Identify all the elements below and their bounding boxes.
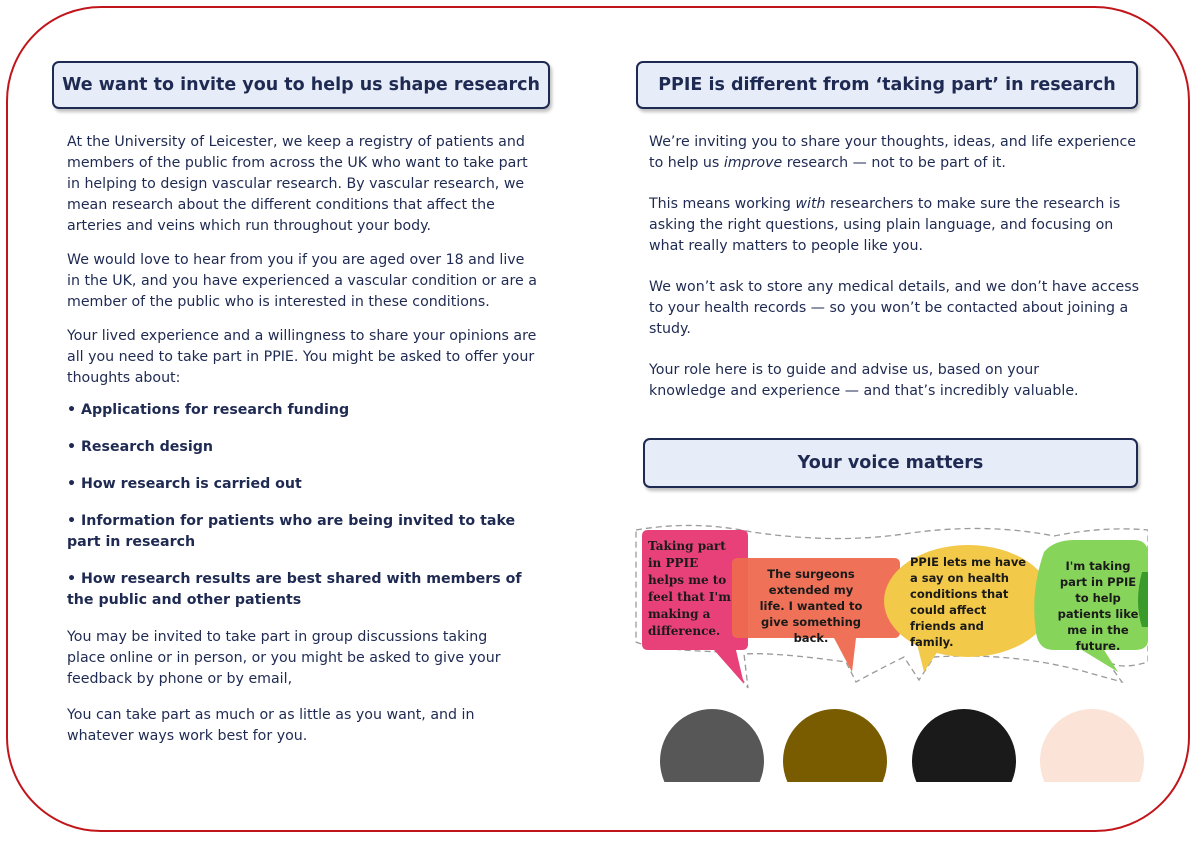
avatar	[660, 709, 764, 782]
right-paragraph-1-text-b: research — not to be part of it.	[782, 155, 1006, 171]
right-paragraph-3: We won’t ask to store any medical details, and we don’t have access to your health records — so you won’t be contacted about joining a study.	[649, 279, 1140, 337]
left-heading: We want to invite you to help us shape research	[52, 61, 550, 109]
speech-bubbles	[634, 522, 1148, 697]
bullet-item: • Research design	[67, 439, 213, 455]
bullet-item: • Applications for research funding	[67, 402, 350, 418]
emphasis-with: with	[795, 196, 826, 212]
left-paragraph-1: At the University of Leicester, we keep a registry of patients and members of the public from across the UK who want to take part in helping to design vascular research. By vascular research, we mean research about the different conditions that affect the arteries and veins which run throughout your body.	[67, 134, 528, 234]
left-paragraph-5: You can take part as much or as little as you want, and in whatever ways work best for you.	[67, 707, 475, 744]
bullet-item: • Information for patients who are being invited to take part in research	[67, 513, 516, 550]
right-paragraph-1-text-a: We’re inviting you to share your thoughts, ideas, and life experience to help us	[649, 134, 1136, 171]
left-column	[67, 132, 537, 747]
right-paragraph-1	[649, 132, 1141, 174]
left-paragraph-2: We would love to hear from you if you are aged over 18 and live in the UK, and you have experienced a vascular condition or are a member of the public who is interested in these conditions.	[67, 252, 537, 310]
bubble-yellow-text: PPIE lets me have a say on health conditions that could affect friends and family.	[910, 555, 1027, 649]
right-column	[649, 132, 1141, 402]
right-paragraph-2-text-a: This means working	[649, 196, 796, 212]
bubble-orange-text: The surgeons extended my life. I wanted to give something back.	[759, 567, 863, 645]
avatar	[783, 709, 887, 782]
voice-heading: Your voice matters	[643, 438, 1138, 488]
right-paragraph-2	[649, 194, 1141, 257]
avatar	[1040, 709, 1144, 782]
emphasis-improve: improve	[723, 155, 783, 171]
avatar	[912, 709, 1016, 782]
right-heading: PPIE is different from ‘taking part’ in research	[636, 61, 1138, 109]
right-paragraph-4: Your role here is to guide and advise us, based on your knowledge and experience — and that’s incredibly valuable.	[649, 362, 1079, 399]
bubble-green-text: I'm taking part in PPIE to help patients like me in the future.	[1057, 559, 1139, 653]
avatars-row	[650, 700, 1150, 782]
left-paragraph-3: Your lived experience and a willingness to share your opinions are all you need to take part in PPIE. You might be asked to offer your thoughts about:	[67, 328, 537, 386]
bullet-item: • How research is carried out	[67, 476, 302, 492]
bubble-pink-text: Taking part in PPIE helps me to feel that I'm making a difference.	[648, 539, 731, 638]
left-paragraph-4: You may be invited to take part in group discussions taking place online or in person, or you might be asked to give your feedback by phone or by email,	[67, 629, 501, 687]
bullet-item: • How research results are best shared with members of the public and other patients	[67, 571, 522, 608]
right-paragraph-2-text-b: researchers to make sure the research is asking the right questions, using plain language, and focusing on what really matters to people like you.	[649, 196, 1121, 254]
